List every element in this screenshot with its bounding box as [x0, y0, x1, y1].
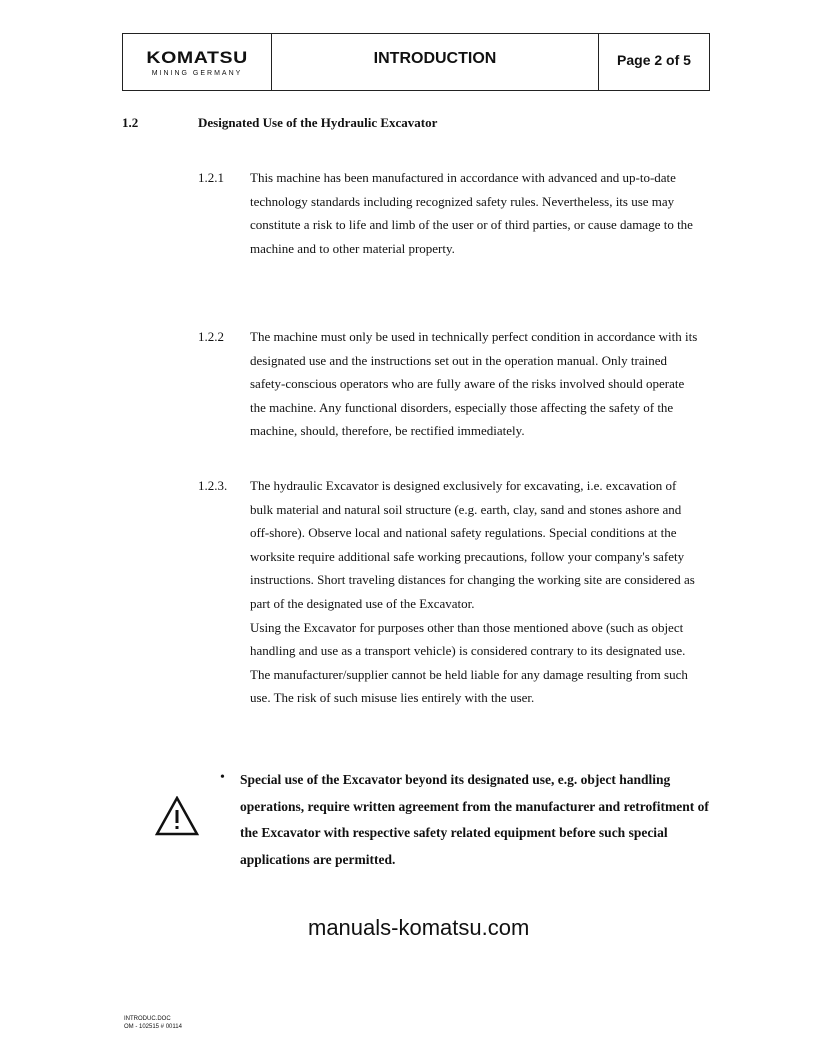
- warning-triangle-icon: [155, 796, 199, 836]
- paragraph: The machine must only be used in technically perfect condition in accordance with its designated use and the instructions set out in the operation manual. Only trained safety-conscious operators who are fully aware of the risks involved should operate the machine. Any functional disorders, especially those affecting the safety of the machine, should, therefore, be rectified immediately.: [250, 329, 698, 439]
- section-title: Designated Use of the Hydraulic Excavator: [198, 115, 438, 130]
- logo-text: KOMATSU: [146, 47, 248, 67]
- footer-file: INTRODUC.DOC: [124, 1016, 171, 1022]
- logo-subtext: MINING GERMANY: [151, 69, 243, 77]
- footer-code: OM - 102515 # 00114: [124, 1024, 182, 1030]
- warning-text: Special use of the Excavator beyond its designated use, e.g. object handling operations, require written agreement from the manufacturer and retrofitment of the Excavator with respective safety related equipment before such special applications are permitted.: [240, 772, 709, 867]
- section-number: 1.2: [122, 115, 139, 130]
- page-number: Page 2 of 5: [617, 52, 691, 68]
- paragraph-number: 1.2.1: [198, 170, 224, 185]
- header-title: INTRODUCTION: [272, 34, 599, 90]
- paragraph-number: 1.2.2: [198, 329, 224, 344]
- paragraph-text: Using the Excavator for purposes other than those mentioned above (such as object handling and use as a transport vehicle) is considered contrary to its designated use. The manufacturer/supplier cannot be held liable for any damage resulting from such use. The risk of such misuse lies entirely with the user.: [250, 619, 688, 706]
- komatsu-logo: [123, 34, 272, 90]
- page-header: [122, 33, 710, 91]
- paragraph: This machine has been manufactured in accordance with advanced and up-to-date technology standards including recognized safety rules. Nevertheless, its use may constitute a risk to life and limb of the user or of third parties, or cause damage to the machine and to other material property.: [250, 170, 693, 256]
- paragraph-text: The hydraulic Excavator is designed exclusively for excavating, i.e. excavation of bulk material and natural soil structure (e.g. earth, clay, sand and stones ashore and off-shore). Observe local and national safety regulations. Special conditions at the worksite require additional safe working precautions, follow your company's safety instructions. Short traveling distances for changing the working site are considered as part of the designated use of the Excavator.: [250, 478, 695, 611]
- paragraph: [250, 474, 700, 710]
- paragraph-number: 1.2.3.: [198, 478, 228, 493]
- footer: [124, 1015, 182, 1031]
- bullet: •: [220, 770, 225, 785]
- watermark: manuals-komatsu.com: [308, 915, 530, 940]
